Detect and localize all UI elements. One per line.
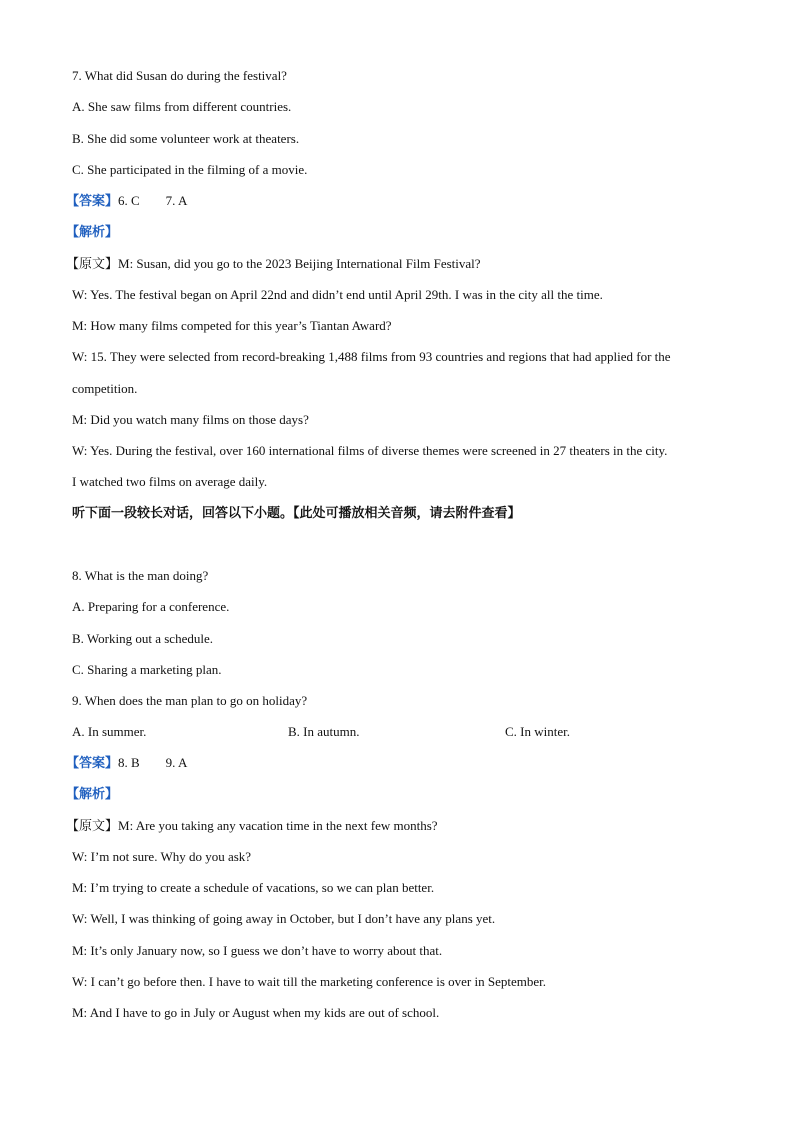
transcript-tag: 【原文】 bbox=[66, 257, 119, 272]
option-9a: A. In summer. bbox=[72, 724, 147, 739]
transcript-1-line-3: W: 15. They were selected from record-breaking 1,488 films from 93 countries and regions that had applied for the bbox=[72, 349, 671, 364]
answer-line-1 bbox=[66, 193, 187, 210]
answer-text: 8. B 9. A bbox=[118, 755, 188, 770]
option-7c: C. She participated in the filming of a movie. bbox=[72, 162, 308, 177]
analysis-line-1 bbox=[66, 224, 118, 241]
transcript-1-line-6: W: Yes. During the festival, over 160 international films of diverse themes were screened in 27 theaters in the city. bbox=[72, 443, 668, 458]
option-8c: C. Sharing a marketing plan. bbox=[72, 662, 222, 677]
transcript-1-line-0 bbox=[66, 256, 481, 273]
transcript-2-line-6: M: And I have to go in July or August when my kids are out of school. bbox=[72, 1005, 440, 1020]
transcript-text: M: Susan, did you go to the 2023 Beijing International Film Festival? bbox=[118, 256, 481, 271]
transcript-2-line-5: W: I can’t go before then. I have to wait till the marketing conference is over in September. bbox=[72, 974, 546, 989]
question-9: 9. When does the man plan to go on holiday? bbox=[72, 693, 308, 708]
transcript-1-line-5: M: Did you watch many films on those days? bbox=[72, 412, 309, 427]
question-7: 7. What did Susan do during the festival? bbox=[72, 68, 287, 83]
transcript-tag: 【原文】 bbox=[66, 819, 119, 834]
analysis-tag: 【解析】 bbox=[66, 787, 119, 802]
transcript-2-line-0 bbox=[66, 818, 438, 835]
transcript-2-line-1: W: I’m not sure. Why do you ask? bbox=[72, 849, 252, 864]
analysis-line-2 bbox=[66, 786, 118, 803]
analysis-tag: 【解析】 bbox=[66, 225, 119, 240]
listening-instruction: 听下面一段较长对话，回答以下小题。【此处可播放相关音频，请去附件查看】 bbox=[72, 506, 521, 521]
option-8b: B. Working out a schedule. bbox=[72, 631, 213, 646]
option-7a: A. She saw films from different countries. bbox=[72, 99, 292, 114]
option-8a: A. Preparing for a conference. bbox=[72, 599, 230, 614]
transcript-2-line-3: W: Well, I was thinking of going away in October, but I don’t have any plans yet. bbox=[72, 911, 496, 926]
answer-tag: 【答案】 bbox=[66, 194, 119, 209]
answer-text: 6. C 7. A bbox=[118, 193, 188, 208]
option-9b: B. In autumn. bbox=[288, 724, 360, 739]
transcript-1-line-2: M: How many films competed for this year’s Tiantan Award? bbox=[72, 318, 392, 333]
option-9c: C. In winter. bbox=[505, 724, 570, 739]
transcript-2-line-4: M: It’s only January now, so I guess we don’t have to worry about that. bbox=[72, 943, 443, 958]
answer-line-2 bbox=[66, 755, 187, 772]
transcript-text: M: Are you taking any vacation time in the next few months? bbox=[118, 818, 438, 833]
transcript-1-line-1: W: Yes. The festival began on April 22nd and didn’t end until April 29th. I was in the city all the time. bbox=[72, 287, 603, 302]
transcript-1-line-4: competition. bbox=[72, 381, 138, 396]
question-8: 8. What is the man doing? bbox=[72, 568, 209, 583]
option-7b: B. She did some volunteer work at theaters. bbox=[72, 131, 300, 146]
transcript-1-line-7: I watched two films on average daily. bbox=[72, 474, 268, 489]
transcript-2-line-2: M: I’m trying to create a schedule of vacations, so we can plan better. bbox=[72, 880, 435, 895]
answer-tag: 【答案】 bbox=[66, 756, 119, 771]
